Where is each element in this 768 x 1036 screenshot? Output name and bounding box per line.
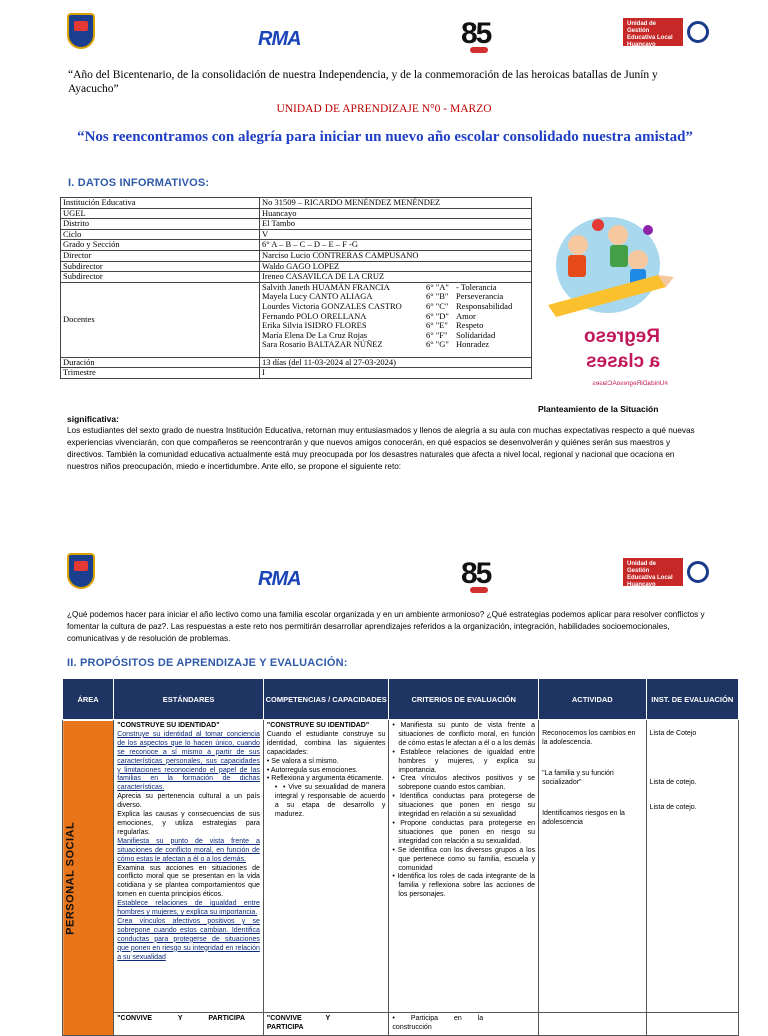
docente-item — [262, 340, 529, 350]
estandares-cell — [114, 720, 264, 1013]
criterio-text: Crea vínculos afectivos positivos y se sobrepone cuando estos cambian. — [398, 775, 536, 792]
docente-name: Sara Rosario BALTAZAR NÚÑEZ — [262, 339, 383, 350]
info-row — [61, 261, 532, 272]
docente-name: María Elena De La Cruz Rojas — [262, 329, 368, 340]
docente-grade: 6° "A" — [426, 281, 449, 292]
std-title: "CONSTRUYE SU IDENTIDAD" — [117, 722, 220, 729]
docente-name: Lourdes Victoria GONZALES CASTRO — [262, 300, 402, 311]
docente-grade: 6° "B" — [426, 291, 449, 302]
std-text-3: Explica las causas y consecuencias de sus emociones, y utiliza estrategias para regularlas. — [117, 811, 260, 836]
criterio-text: Manifiesta su punto de vista frente a situaciones de conflicto moral, en función de cómo estas le afectan a él o a los demás — [398, 722, 536, 747]
propositos-table — [62, 678, 739, 1036]
comp-item-text: Reflexiona y argumenta éticamente. — [271, 775, 384, 783]
info-row — [61, 208, 532, 219]
info-value: El Tambo — [260, 219, 532, 230]
ugel-logo — [623, 18, 709, 46]
docente-name: Erika Silvia ISIDRO FLORES — [262, 320, 367, 331]
competencias-cell-2: "CONVIVE Y PARTICIPA — [263, 1013, 389, 1036]
std-text-7: Crea vínculos afectivos positivos y se sobrepone cuando estos cambian. Identifica conductas para protegerse de situaciones que ponen en riesgo su integridad en relación a su sexualidad — [117, 917, 260, 961]
info-value: V — [260, 229, 532, 240]
comp-sub-text: Vive su sexualidad de manera integral y responsable de acuerdo a su etapa de desarrollo y madurez. — [274, 784, 386, 819]
info-row — [61, 240, 532, 251]
docente-value: - Tolerancia — [456, 281, 497, 292]
actividad-cell — [539, 720, 646, 1013]
criterio-2: Participa en la construcción — [392, 1015, 484, 1031]
std-text-2: Aprecia su pertenencia cultural a un país diverso. — [117, 793, 260, 810]
header-inst: INST. DE EVALUACIÓN — [646, 679, 738, 720]
ugel-emblem-2 — [687, 561, 709, 583]
info-value: Narciso Lucio CONTRERAS CAMPUSANO — [260, 250, 532, 261]
criterios-list — [392, 722, 535, 900]
std-text-4: Manifiesta su punto de vista frente a situaciones de conflicto moral, en función de cómo estas le afectan a él o a los demás. — [117, 837, 260, 863]
info-value: No 31509 – RICARDO MENÉNDEZ MENÉNDEZ — [260, 198, 532, 209]
trimestre-row — [61, 368, 532, 379]
header-competencias: COMPETENCIAS / CAPACIDADES — [263, 679, 389, 720]
docente-name: Mayela Lucy CANTO ALIAGA — [262, 291, 373, 302]
inst-item: Lista de cotejo. — [649, 778, 697, 786]
inst-cell — [646, 720, 738, 1013]
anniversary-85-logo — [461, 17, 490, 53]
info-label: Subdirector — [61, 261, 260, 272]
info-label: Subdirector — [61, 272, 260, 283]
info-label: Distrito — [61, 219, 260, 230]
section-propositos-heading: II. PROPÓSITOS DE APRENDIZAJE Y EVALUACIÓN: — [67, 657, 348, 669]
criterio-text: Se identifica con los diversos grupos a los que pertenece como su familia, escuela y comunidad — [397, 846, 536, 872]
docente-grade: 6° "F" — [426, 329, 448, 340]
info-label: Duración — [61, 357, 260, 368]
criterio-item: • Propone conductas para protegerse en situaciones que ponen en riesgo su integridad con relación a su sexualidad. — [392, 819, 536, 845]
actividad-item: Identificamos riesgos en la adolescencia — [542, 809, 625, 826]
header-actividad: ACTIVIDAD — [539, 679, 646, 720]
info-value: Ireneo CASAVILCA DE LA CRUZ — [260, 272, 532, 283]
info-label: Institución Educativa — [61, 198, 260, 209]
criterios-cell — [389, 720, 539, 1013]
year-motto: “Año del Bicentenario, de la consolidación de nuestra Independencia, y de la conmemoración de las heroicas batallas de Junín y Ayacucho” — [68, 69, 658, 95]
header-estandares: ESTÁNDARES — [114, 679, 264, 720]
inst-list — [650, 730, 735, 813]
std-text-6: Establece relaciones de igualdad entre hombres y mujeres, y explica su importancia. — [117, 900, 260, 917]
info-value: 6° A – B – C – D – E – F -G — [260, 240, 532, 251]
duracion-row — [61, 357, 532, 368]
significativa-label: significativa: — [67, 414, 119, 424]
docente-name: Salvith Janeth HUAMÁN FRANCIA — [262, 281, 390, 292]
docentes-row — [61, 282, 532, 357]
info-value: 13 días (del 11-03-2024 al 27-03-2024) — [260, 357, 532, 368]
anniversary-number-2: 85 — [461, 557, 491, 590]
criterio-item: • Identifica los roles de cada integrante de la familia y reflexiona sobre las acciones de los personajes. — [392, 873, 536, 899]
docente-value: Amor — [456, 310, 476, 321]
info-value: Waldo GAGO LOPEZ — [260, 261, 532, 272]
criterio-text: Propone conductas para protegerse en situaciones que ponen en riesgo su integridad con relación a su sexualidad. — [398, 819, 536, 845]
docentes-list — [260, 282, 532, 357]
info-value: I — [260, 368, 532, 379]
comp-item-text: Se valora a sí mismo. — [271, 757, 339, 765]
ugel-logo-text-2: Unidad de Gestión Educativa Local Huancayo — [623, 558, 683, 586]
comp-item: • Autorregula sus emociones. — [266, 766, 358, 774]
comp-item: • Se valora a sí mismo. — [266, 757, 339, 765]
info-row — [61, 250, 532, 261]
comp-list — [267, 758, 386, 785]
criterio-item: • Se identifica con los diversos grupos a los que pertenece como su familia, escuela y comunidad — [392, 846, 536, 872]
ugel-logo-text: Unidad de Gestión Educativa Local Huancayo — [623, 18, 683, 46]
datos-table — [60, 197, 532, 379]
criterio-text: Identifica conductas para protegerse de situaciones que ponen en riesgo su integridad en relación a su sexualidad — [398, 793, 536, 819]
actividad-list — [542, 730, 642, 827]
info-row — [61, 219, 532, 230]
criterios-cell-2: • Participa en la construcción — [389, 1013, 539, 1036]
rma-logo-2: RMA — [258, 568, 301, 590]
criterio-item: • Crea vínculos afectivos positivos y se sobrepone cuando estos cambian. — [392, 775, 536, 792]
info-label: Ciclo — [61, 229, 260, 240]
docente-name: Fernando POLO ORELLANA — [262, 310, 367, 321]
planteamiento-label: Planteamiento de la Situación — [538, 404, 659, 414]
svg-text:#UnidaDiRegresoAClases: #UnidaDiRegresoAClases — [592, 380, 668, 387]
reto-paragraph: ¿Qué podemos hacer para iniciar el año lectivo como una familia escolar organizada y en un ambiente armonioso? ¿Qué estrategias podemos aplicar para resolver conflictos y fomentar la cultura de paz?. Las respuestas a este reto nos permitirán desarrollar aprendizajes referidos a la organización, integración, habilidades socioemocionales, comunicativas y de resolución de problemas. — [67, 610, 705, 643]
ugel-emblem — [687, 21, 709, 43]
criterio-item: • Identifica conductas para protegerse de situaciones que ponen en riesgo su integridad en relación a su sexualidad — [392, 793, 536, 819]
competencias-cell — [263, 720, 389, 1013]
docente-grade: 6° "G" — [426, 339, 449, 350]
section-datos-heading: I. DATOS INFORMATIVOS: — [68, 177, 210, 189]
info-row — [61, 198, 532, 209]
info-label: Grado y Sección — [61, 240, 260, 251]
situation-paragraph: Los estudiantes del sexto grado de nuestra Institución Educativa, retornan muy entusiasmados y llenos de alegría a su aula con muchas expectativas respecto a qué nuevas experiencias vivenciarán, con que compañeros se reencontrarán y que nuevos amigos conocerán, en qué espacios se desenvolverán y quiénes serán sus maestros y directivos. También la comunidad educativa actualmente está muy preocupada por los desastres naturales que afecta a nivel local, regional y nacional que ocaciona en nuestros niños preocupación, miedo e incertidumbre. Ante ello, se propone el siguiente reto: — [67, 426, 695, 471]
info-label: UGEL — [61, 208, 260, 219]
actividad-item: Reconocemos los cambios en la adolescencia. — [542, 730, 636, 746]
rma-logo: RMA — [258, 28, 301, 50]
anniversary-number: 85 — [461, 17, 491, 50]
header-area: ÁREA — [63, 679, 114, 720]
main-title: “Nos reencontramos con alegría para iniciar un nuevo año escolar consolidado nuestra amistad” — [77, 129, 693, 145]
comp-item-text: Autorregula sus emociones. — [270, 766, 358, 774]
docente-value: Perseverancia — [456, 291, 504, 302]
info-row — [61, 272, 532, 283]
docente-value: Responsabilidad — [456, 300, 513, 311]
actividad-item: "La familia y su función socializador" — [542, 769, 614, 786]
back-to-school-illustration — [538, 205, 678, 395]
unit-title: UNIDAD DE APRENDIZAJE N°0 - MARZO — [276, 103, 492, 115]
std-text-5: Examina sus acciones en situaciones de conflicto moral que se presentan en la vida cotidiana y se plantea comportamientos que tomen en cuenta principios éticos. — [117, 864, 260, 899]
municipal-shield-logo-2 — [67, 553, 95, 589]
estandares-cell-2: "CONVIVE Y PARTICIPA — [114, 1013, 264, 1036]
info-value: Huancayo — [260, 208, 532, 219]
svg-text:Regreso: Regreso — [583, 326, 660, 347]
inst-item: Lista de Cotejo — [649, 730, 697, 737]
ugel-logo-2 — [623, 558, 709, 586]
criterio-text: Identifica los roles de cada integrante de la familia y reflexiona sobre las acciones de los personajes. — [397, 873, 536, 899]
area-name: PERSONAL SOCIAL — [64, 820, 76, 934]
docente-value: Honradez — [456, 339, 490, 350]
comp-intro: Cuando el estudiante construye su identidad, combina las siguientes capacidades: — [266, 730, 386, 756]
info-label: Trimestre — [61, 368, 260, 379]
svg-text:a clases: a clases — [586, 351, 660, 372]
criterio-item: • Establece relaciones de igualdad entre hombres y mujeres, y explica su importancia. — [392, 748, 536, 774]
anniversary-85-logo-2 — [461, 557, 490, 593]
criterio-item: • Manifiesta su punto de vista frente a situaciones de conflicto moral, en función de cómo estas le afectan a él o a los demás — [392, 722, 536, 747]
docente-grade: 6° "C" — [426, 300, 449, 311]
std-text-1: Construye su identidad al tomar conciencia de los aspectos que lo hacen único, cuando se reconoce a sí mismo a partir de sus características personales, sus capacidades y limitaciones reconociendo el papel de las familias en la formación de dichas características. — [117, 730, 260, 792]
docente-grade: 6° "D" — [426, 310, 449, 321]
municipal-shield-logo — [67, 13, 95, 49]
docente-value: Solidaridad — [456, 329, 496, 340]
docente-grade: 6° "E" — [426, 320, 448, 331]
comp-title: "CONSTRUYE SU IDENTIDAD" — [266, 722, 370, 729]
comp-item: • Reflexiona y argumenta éticamente. — [266, 775, 384, 783]
inst-item: Lista de cotejo. — [649, 803, 697, 811]
area-cell — [63, 720, 114, 1036]
docente-value: Respeto — [456, 320, 484, 331]
docentes-label: Docentes — [61, 282, 260, 357]
criterio-text: Establece relaciones de igualdad entre hombres y mujeres, y explica su importancia. — [398, 748, 536, 774]
info-row — [61, 229, 532, 240]
header-criterios: CRITERIOS DE EVALUACIÓN — [389, 679, 539, 720]
comp-sub: • • Vive su sexualidad de manera integral y responsable de acuerdo a su etapa de desarrollo y madurez. — [274, 784, 386, 819]
info-label: Director — [61, 250, 260, 261]
